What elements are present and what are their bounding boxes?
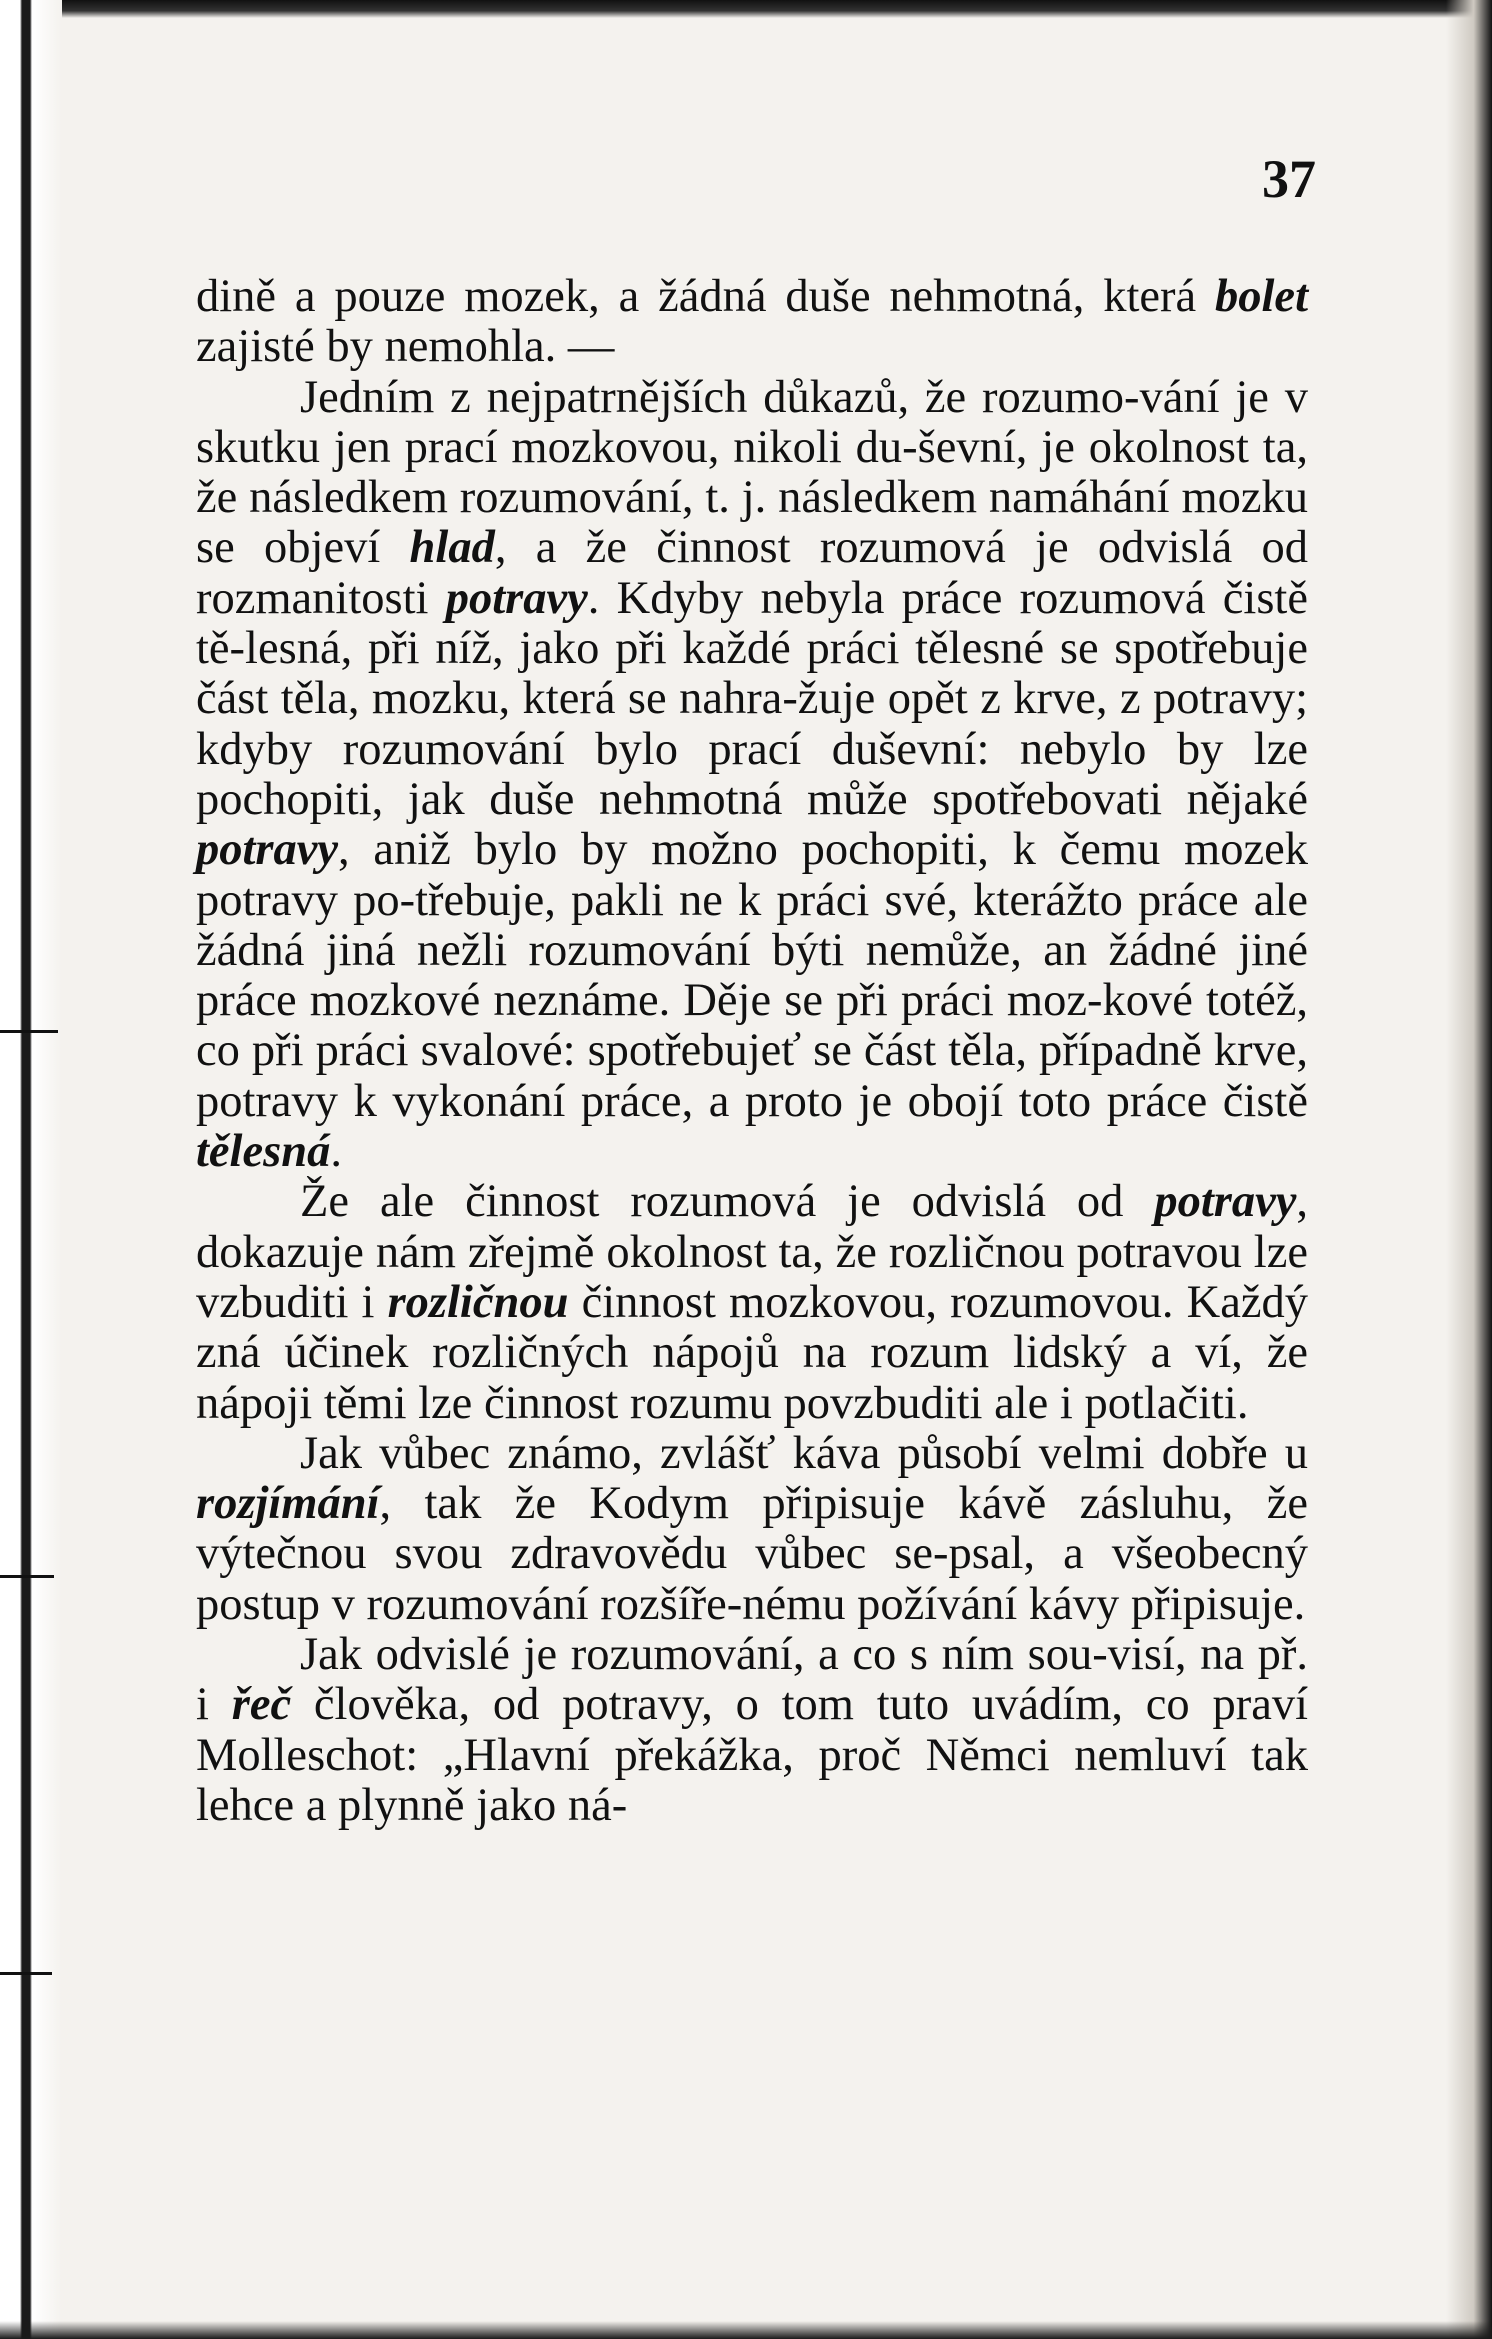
text-run: Jak odvislé je rozumování, a co s ním sou-visí, na př. i <box>196 1629 1308 1731</box>
emphasized-text: rozličnou <box>387 1276 569 1328</box>
emphasized-text: hlad <box>409 522 495 574</box>
binding-tick-mark <box>0 1972 52 1975</box>
emphasized-text: potravy <box>445 572 588 624</box>
text-run: zajisté by nemohla. — <box>196 321 615 373</box>
text-run: , tak že Kodym připisuje kávě zásluhu, že výtečnou svou zdravovědu vůbec se-psal, a všeobecný postup v rozumování rozšíře-nému požívání kávy připisuje. <box>196 1478 1308 1630</box>
emphasized-text: bolet <box>1215 271 1308 322</box>
paragraph <box>196 373 1308 1178</box>
text-run: Jedním z nejpatrnějších důkazů, že rozumo-vání je v skutku jen prací mozkovou, nikoli du-ševní, je okolnost ta, že následkem rozumování, t. j. následkem namáhání mozku se objeví <box>196 371 1308 574</box>
paragraph <box>196 1177 1308 1428</box>
text-run: člověka, od potravy, o tom tuto uvádím, co praví Molleschot: „Hlavní překážka, proč Němci nemluví tak lehce a plynně jako ná- <box>196 1679 1309 1831</box>
paragraph <box>196 1630 1308 1831</box>
text-run: dině a pouze mozek, a žádná duše nehmotná, která <box>196 271 1216 322</box>
binding-tick-mark <box>0 1575 54 1578</box>
text-run: , a že činnost rozumová je odvislá od rozmanitosti <box>196 522 1308 624</box>
emphasized-text: rozjímání <box>196 1478 380 1530</box>
text-run: Že ale činnost rozumová je odvislá od <box>300 1176 1155 1228</box>
scan-edge-top <box>0 0 1492 18</box>
text-run: . <box>330 1126 342 1178</box>
body-text <box>196 272 1308 1831</box>
scan-binding-edge <box>0 0 62 2339</box>
emphasized-text: tělesná <box>196 1126 331 1178</box>
scan-edge-bottom <box>0 2321 1492 2339</box>
binding-tick-mark <box>0 1030 58 1033</box>
text-run: činnost mozkovou, rozumovou. Každý zná účinek rozličných nápojů na rozum lidský a ví, že nápoji těmi lze činnost rozumu povzbuditi ale i potlačiti. <box>196 1276 1308 1429</box>
text-run: , aniž bylo by možno pochopiti, k čemu mozek potravy po-třebuje, pakli ne k práci své, kterážto práce ale žádná jiná nežli rozumování býti nemůže, an žádné jiné práce mozkové neznáme. Děje se při práci moz-kové totéž, co při práci svalové: spotřebujeť se část těla, případně krve, potravy k vykonání práce, a proto je obojí toto práce čistě <box>196 824 1308 1127</box>
paragraph <box>196 272 1308 373</box>
text-run: Jak vůbec známo, zvlášť káva působí velmi dobře u <box>300 1427 1308 1479</box>
scan-edge-right <box>1446 0 1492 2339</box>
emphasized-text: potravy <box>196 824 339 876</box>
page-number: 37 <box>1262 149 1316 209</box>
text-run: , dokazuje nám zřejmě okolnost ta, že rozličnou potravou lze vzbuditi i <box>196 1176 1308 1328</box>
text-run: . Kdyby nebyla práce rozumová čistě tě-lesná, při níž, jako při každé práci tělesné se spotřebuje část těla, mozku, která se nahra-žuje opět z krve, z potravy; kdyby rozumování bylo prací duševní: nebylo by lze pochopiti, jak duše nehmotná může spotřebovati nějaké <box>196 572 1308 825</box>
emphasized-text: potravy <box>1154 1176 1297 1228</box>
paragraph <box>196 1429 1308 1630</box>
emphasized-text: řeč <box>231 1679 292 1731</box>
